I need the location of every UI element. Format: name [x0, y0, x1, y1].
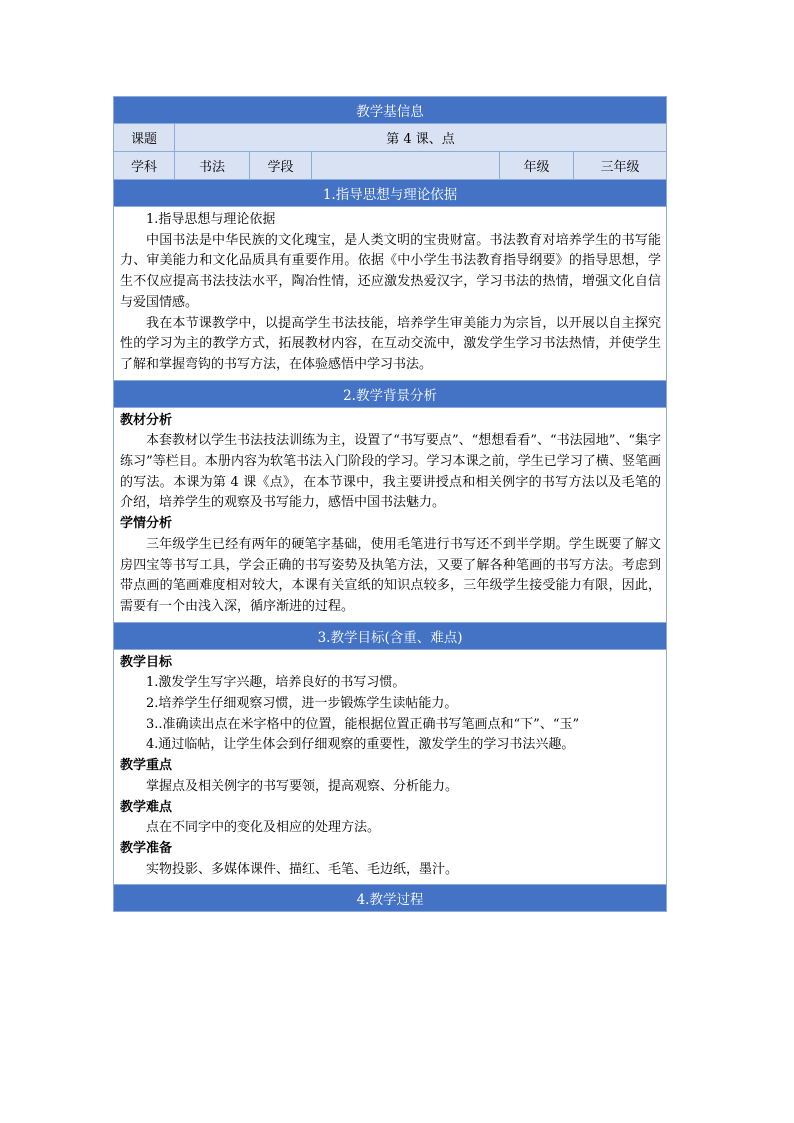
section-header-1 — [114, 180, 667, 207]
stage-label: 学段 — [250, 152, 312, 180]
section-1-title: 1.指导思想与理论依据 — [114, 180, 667, 207]
section-2-title: 2.教学背景分析 — [114, 380, 667, 407]
textbook-analysis-heading: 教材分析 — [120, 412, 173, 428]
student-analysis-heading: 学情分析 — [120, 516, 173, 532]
section-1-paragraph-1: 中国书法是中华民族的文化瑰宝，是人类文明的宝贵财富。书法教育对培养学生的书写能力、审美能力和文化品质具有重要作用。依据《中小学生书法教育指导纲要》的指导思想，学生不仅应提高书法技法水平，陶冶性情，还应激发热爱汉字，学习书法的热情，增强文化自信与爱国情感。 — [120, 232, 662, 310]
lesson-label: 课题 — [114, 124, 175, 152]
section-1-paragraph-2: 我在本节课教学中，以提高学生书法技能，培养学生审美能力为宗旨，以开展以自主探究性的学习为主的教学方式，拓展教材内容，在互动交流中，激发学生学习书法热情，并使学生了解和掌握弯钩的书写方法，在体验感悟中学习书法。 — [120, 315, 662, 372]
student-analysis-text: 三年级学生已经有两年的硬笔字基础，使用毛笔进行书写还不到半学期。学生既要了解文房四宝等书写工具，学会正确的书写姿势及执笔方法，又要了解各种笔画的书写方法。考虑到带点画的笔画难度相对较大，本课有关宣纸的知识点较多，三年级学生接受能力有限，因此，需要有一个由浅入深，循序渐进的过程。 — [120, 536, 662, 614]
subject-label: 学科 — [114, 152, 175, 180]
textbook-analysis-text: 本套教材以学生书法技法训练为主，设置了“书写要点”、“想想看看”、“书法园地”、“集字练习”等栏目。本册内容为软笔书法入门阶段的学习。学习本课之前，学生已学习了横、竖笔画的写法。本课为第 4 课《点》，在本节课中，我主要讲授点和相关例字的书写方法以及毛笔的介绍，培养学生的观察及书写能力，感悟中国书法魅力。 — [120, 433, 662, 511]
goal-item: 3..准确读出点在米字格中的位置，能根据位置正确书写笔画点和“下”、“玉” — [146, 716, 580, 732]
goals-heading: 教学目标 — [120, 654, 173, 670]
difficulties-heading: 教学难点 — [120, 799, 173, 815]
difficulties-text: 点在不同字中的变化及相应的处理方法。 — [146, 820, 381, 836]
subject-value: 书法 — [175, 152, 250, 180]
section-header-2 — [114, 380, 667, 407]
section-header-3 — [114, 622, 667, 649]
section-2-body — [114, 407, 667, 622]
section-1-subheading: 1.指导思想与理论依据 — [146, 212, 276, 227]
goal-item: 2.培养学生仔细观察习惯，进一步锻炼学生读帖能力。 — [146, 696, 458, 712]
key-points-heading: 教学重点 — [120, 758, 173, 774]
subject-row — [114, 152, 667, 180]
grade-value: 三年级 — [574, 152, 667, 180]
lesson-value: 第 4 课、点 — [175, 124, 667, 152]
lesson-row — [114, 124, 667, 152]
preparation-heading: 教学准备 — [120, 840, 173, 856]
goal-item: 4.通过临帖，让学生体会到仔细观察的重要性，激发学生的学习书法兴趣。 — [146, 737, 575, 753]
section-header-4 — [114, 885, 667, 912]
section-3-body — [114, 649, 667, 885]
key-points-text: 掌握点及相关例字的书写要领，提高观察、分析能力。 — [146, 778, 459, 794]
lesson-plan-table — [113, 96, 667, 912]
goal-item: 1.激发学生写字兴趣，培养良好的书写习惯。 — [146, 675, 406, 691]
section-4-title: 4.教学过程 — [114, 885, 667, 912]
grade-label: 年级 — [500, 152, 574, 180]
basic-info-title: 教学基信息 — [114, 97, 667, 124]
section-3-title: 3.教学目标(含重、难点) — [114, 622, 667, 649]
section-header-basic-info — [114, 97, 667, 124]
stage-value — [312, 152, 500, 180]
preparation-text: 实物投影、多媒体课件、描红、毛笔、毛边纸，墨汁。 — [146, 861, 459, 877]
section-1-body — [114, 207, 667, 381]
